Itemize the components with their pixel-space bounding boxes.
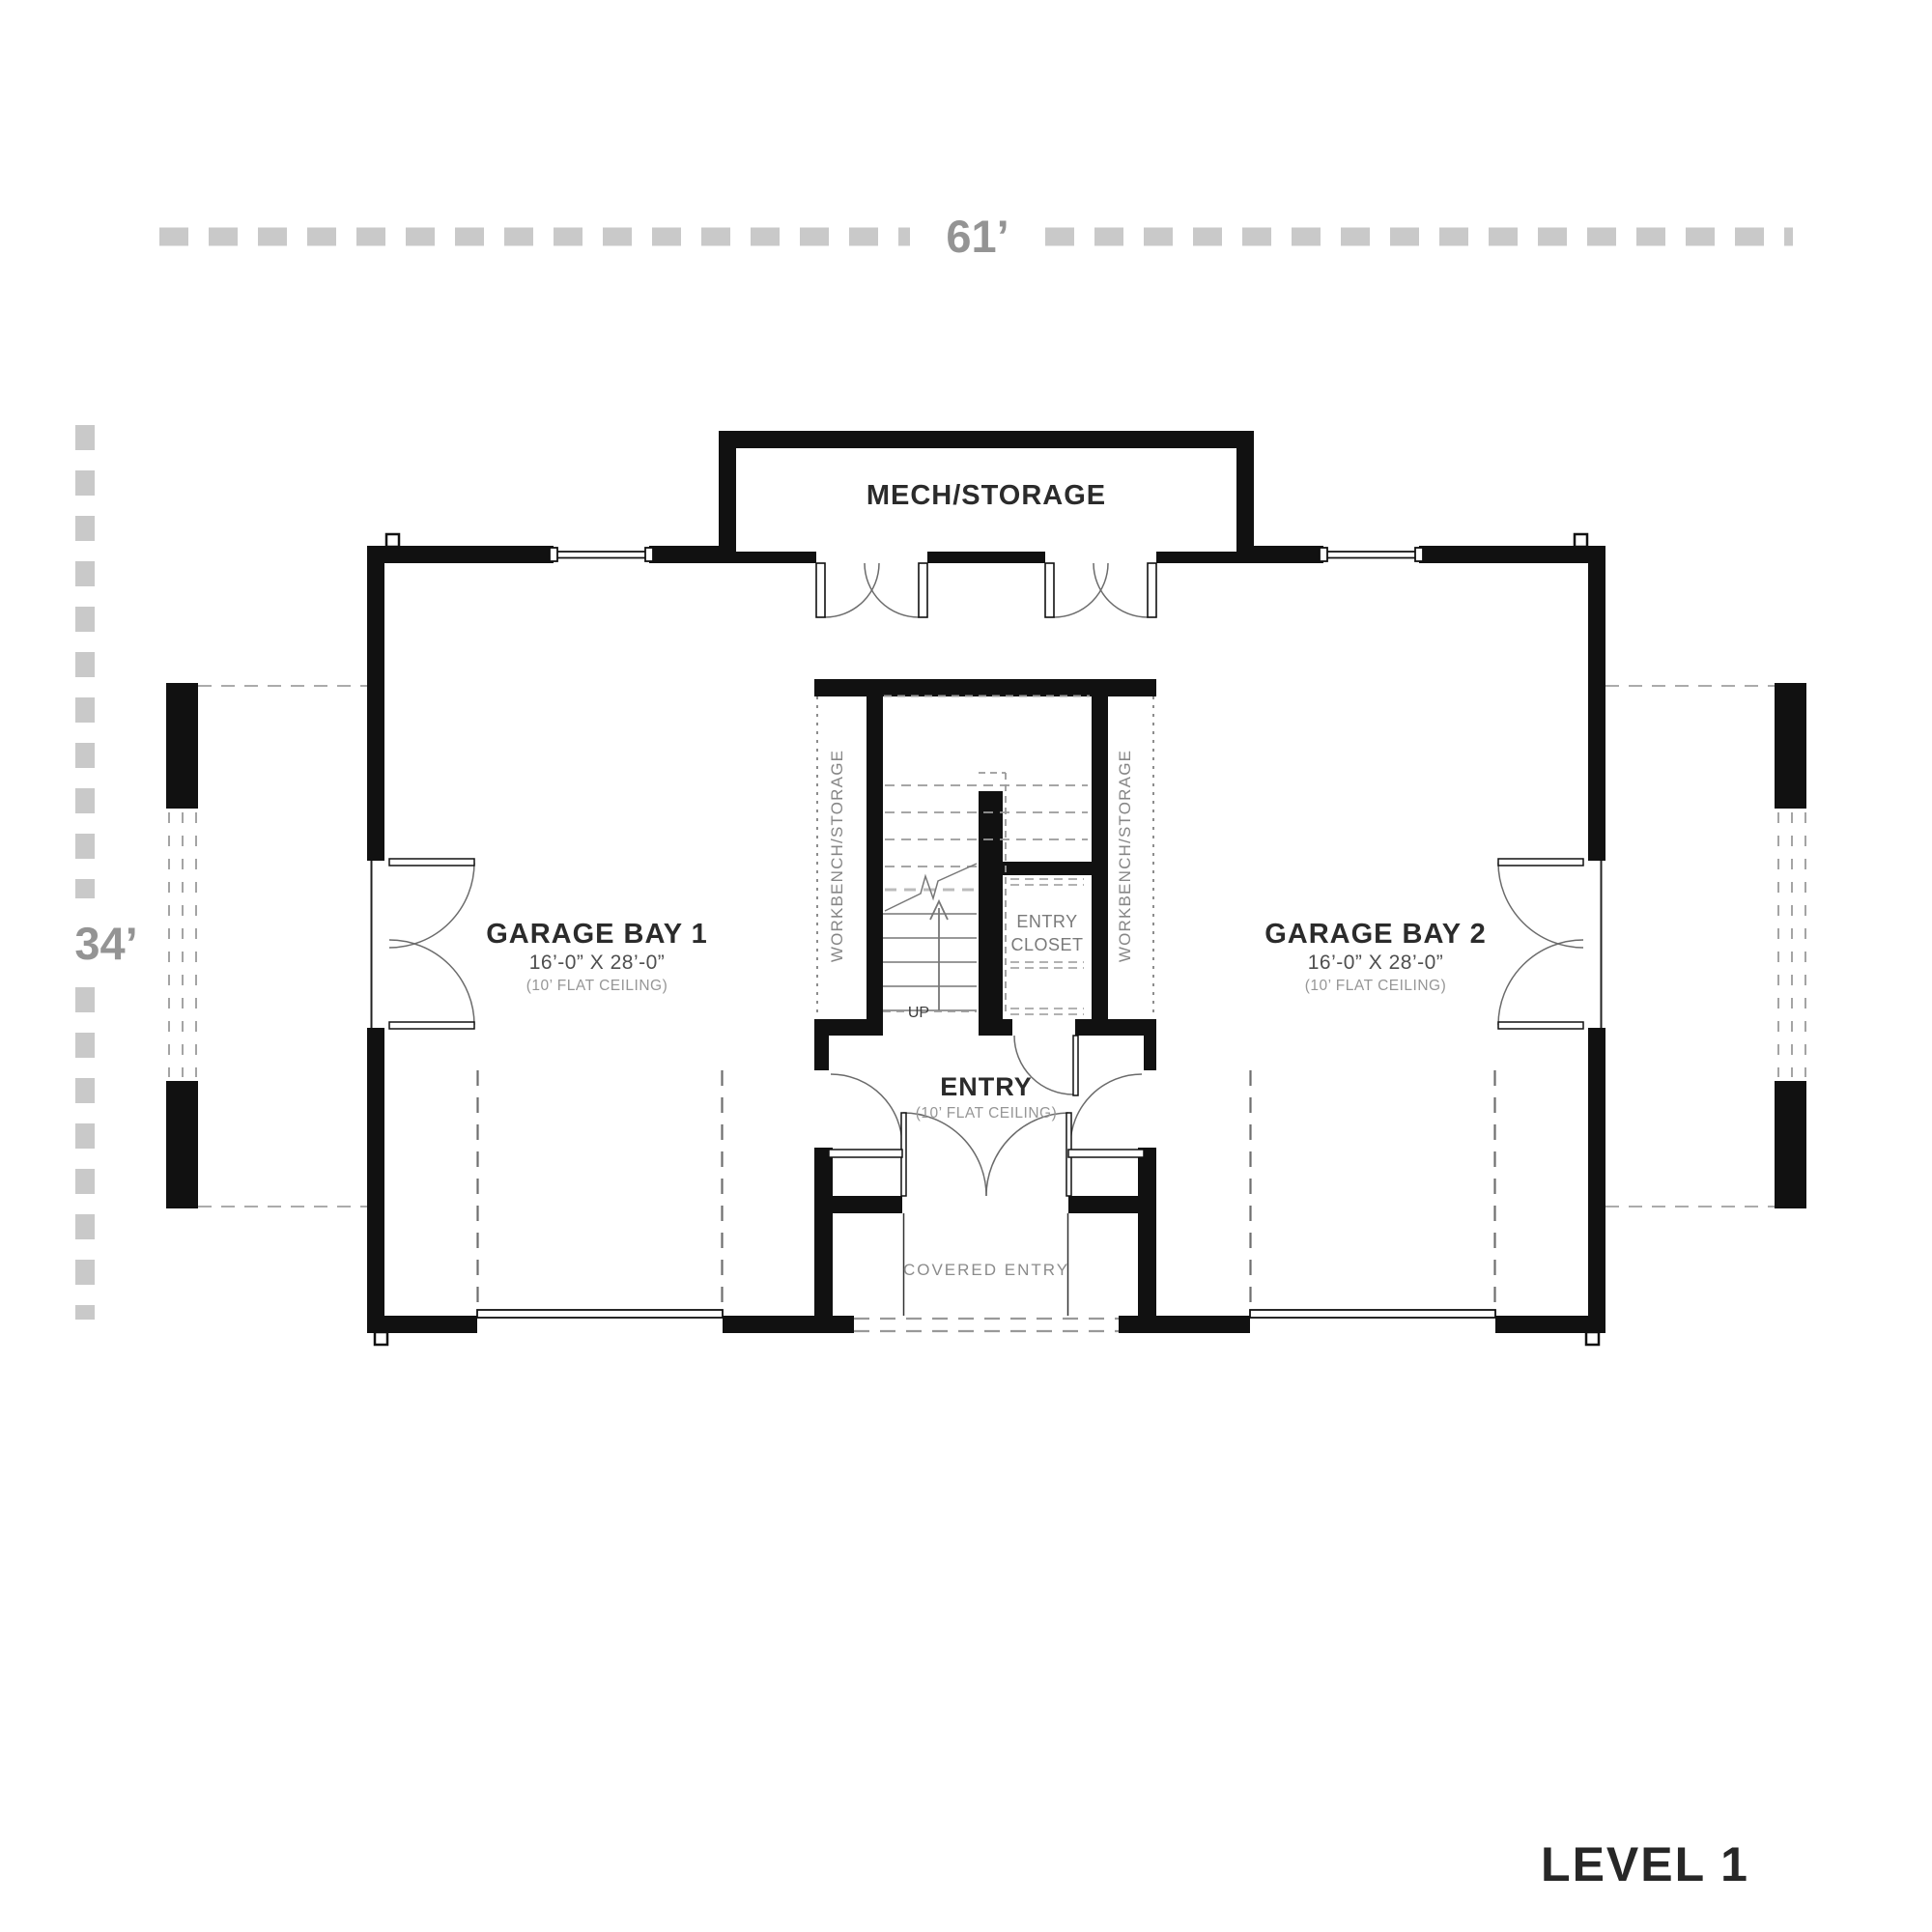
bay1-side-door-leaf-top <box>389 859 474 866</box>
entry-title: ENTRY <box>940 1072 1033 1101</box>
bay2-side-door-swing-top <box>1498 863 1583 948</box>
entry-to-bay2-door-swing <box>1070 1074 1142 1146</box>
entry-closet-line1: ENTRY <box>1016 912 1078 931</box>
bay1-side-door-leaf-bottom <box>389 1022 474 1029</box>
dimension-line-width <box>159 211 1793 262</box>
bay2-side-double-door <box>1498 859 1602 1029</box>
stair-wall-foot <box>979 1019 1012 1036</box>
stair-up-label: UP <box>907 1005 930 1021</box>
wall-bottom-seg2 <box>723 1316 854 1333</box>
stair-break-line <box>885 864 977 911</box>
mech-door-1-leaf-left <box>816 563 825 617</box>
garage-door-2-projection <box>1251 1070 1495 1310</box>
left-pier-bottom <box>166 1081 198 1208</box>
entry-pier-right <box>1138 1148 1156 1333</box>
entry-labels <box>916 1072 1058 1122</box>
entry-front-wall-right <box>1068 1196 1144 1213</box>
right-pier-bottom <box>1775 1081 1806 1208</box>
mech-door-2-leaf-right <box>1148 563 1156 617</box>
window-2-jamb-right <box>1415 548 1423 561</box>
core-wall-right <box>1092 696 1108 1019</box>
corner-marker-bottom-right <box>1586 1332 1599 1345</box>
mech-door-2-leaf-left <box>1045 563 1054 617</box>
entry-closet-label <box>1010 912 1083 954</box>
garage-bay-2-labels <box>1264 919 1487 994</box>
stair-center-wall <box>979 791 1003 1036</box>
bay2-side-door-leaf-top <box>1498 859 1583 866</box>
garage-door-2-panel <box>1250 1310 1495 1318</box>
front-door-swing-right <box>986 1113 1068 1196</box>
entry-ceiling: (10’ FLAT CEILING) <box>915 1105 1058 1122</box>
right-pier-top <box>1775 683 1806 809</box>
workbench-left-label: WORKBENCH/STORAGE <box>828 749 846 963</box>
workbench-right-label: WORKBENCH/STORAGE <box>1116 749 1134 963</box>
covered-entry-label: COVERED ENTRY <box>902 1261 1070 1279</box>
closet-door-leaf <box>1073 1036 1078 1095</box>
dim-height-label: 34’ <box>74 918 138 969</box>
entry-sidelight-right <box>1068 1150 1144 1157</box>
window-1-jamb-right <box>645 548 653 561</box>
entry-closet-line2: CLOSET <box>1010 935 1084 954</box>
bay1-side-door-swing-top <box>389 863 474 948</box>
core-wall-top <box>814 679 1156 696</box>
core-walls <box>814 679 1156 1333</box>
wall-right-upper <box>1588 546 1605 861</box>
bay2-side-door-leaf-bottom <box>1498 1022 1583 1029</box>
front-door-swing-left <box>903 1113 986 1196</box>
corner-marker-bottom-left <box>375 1332 387 1345</box>
mech-storage-label: MECH/STORAGE <box>866 480 1107 511</box>
closet-top-wall <box>1003 862 1092 875</box>
bay2-side-door-swing-bottom <box>1498 940 1583 1025</box>
wall-left-upper <box>367 546 384 861</box>
wall-right-lower <box>1588 1028 1605 1333</box>
garage-bay-1-title: GARAGE BAY 1 <box>486 919 708 950</box>
garage-bay-2-size: 16’-0” X 28’-0” <box>1307 952 1444 974</box>
window-1-jamb-left <box>550 548 557 561</box>
entry-pier-left <box>814 1148 833 1333</box>
mech-wall-left <box>719 431 736 563</box>
mech-wall-top <box>719 431 1254 448</box>
garage-bay-2-ceiling: (10’ FLAT CEILING) <box>1304 978 1447 994</box>
mech-door-2 <box>1045 563 1156 617</box>
corner-marker-top-right <box>1575 534 1587 547</box>
mech-door-1 <box>816 563 927 617</box>
level-title: LEVEL 1 <box>1541 1837 1749 1891</box>
bay1-side-door-swing-bottom <box>389 940 474 1025</box>
mech-door-1-opening <box>816 545 927 564</box>
entry-front <box>829 1150 1144 1331</box>
garage-bay-1-labels <box>486 919 708 994</box>
left-pier-top <box>166 683 198 809</box>
dimension-line-height <box>74 425 137 1320</box>
entry-sidelight-left <box>829 1150 902 1157</box>
window-2-jamb-left <box>1320 548 1327 561</box>
entry-to-bay1-door-swing <box>831 1074 902 1146</box>
entry-side-wall-left-upper <box>814 1019 829 1070</box>
garage-bay-1-size: 16’-0” X 28’-0” <box>528 952 666 974</box>
window-1-opening <box>554 545 649 564</box>
mech-door-2-opening <box>1045 545 1156 564</box>
wall-left-lower <box>367 1028 384 1333</box>
right-piers <box>1605 683 1806 1208</box>
entry-front-wall-left <box>829 1196 902 1213</box>
left-piers <box>166 683 367 1208</box>
mech-wall-right <box>1236 431 1254 563</box>
corner-marker-top-left <box>386 534 399 547</box>
mech-door-1-leaf-right <box>919 563 927 617</box>
garage-bay-1-ceiling: (10’ FLAT CEILING) <box>526 978 668 994</box>
core-wall-left <box>867 696 883 1019</box>
dim-width-label: 61’ <box>946 211 1009 262</box>
wall-bottom-seg4 <box>1495 1316 1605 1333</box>
garage-door-1-projection <box>478 1070 723 1310</box>
entry-side-wall-right-upper <box>1144 1019 1156 1070</box>
garage-door-1-panel <box>477 1310 723 1318</box>
window-2-opening <box>1323 545 1419 564</box>
bay1-side-double-door <box>372 859 475 1029</box>
wall-bottom-seg1 <box>367 1316 477 1333</box>
garage-bay-2-title: GARAGE BAY 2 <box>1264 919 1487 950</box>
